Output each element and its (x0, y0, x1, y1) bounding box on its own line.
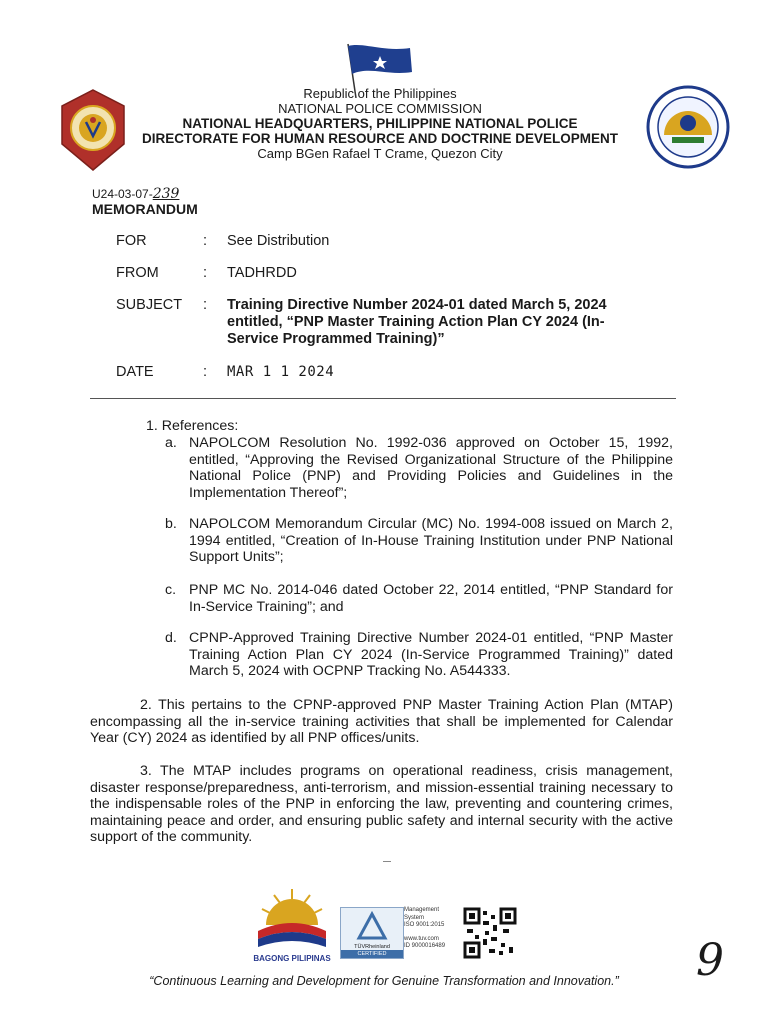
for-label: FOR (116, 233, 147, 249)
reference-letter: a. (165, 435, 177, 451)
paragraph-3: 3. The MTAP includes programs on operational readiness, crisis management, disaster response/preparedness, anti-terrorism, and mission-essential training necessary to the indispensable roles of the PNP in enforcing the law, preventing and countering crimes, maintaining peace and order, and ensuring public safety and internal security with the active support of the community. (90, 763, 673, 845)
letterhead-commission: NATIONAL POLICE COMMISSION (278, 101, 482, 116)
reference-text: CPNP-Approved Training Directive Number 2024-01 entitled, “PNP Master Training Action Plan CY 2024 (In-Service Programmed Training)” dated March 5, 2024 with OCPNP Tracking No. A544333. (189, 630, 673, 679)
reference-item (165, 630, 673, 680)
reference-letter: c. (165, 582, 177, 598)
letterhead-hq: NATIONAL HEADQUARTERS, PHILIPPINE NATIONAL POLICE (182, 116, 578, 131)
tuv-name: TÜVRheinland (354, 944, 390, 950)
for-colon: : (203, 233, 208, 249)
iso-line: System (404, 914, 425, 921)
bagong-pilipinas-logo-icon (250, 885, 334, 955)
reference-text: NAPOLCOM Memorandum Circular (MC) No. 1994-008 issued on March 2, 1994 entitled, “Creation of In-House Training Institution under PNP National Support Units”; (189, 516, 673, 565)
letterhead (120, 86, 640, 161)
memo-code-handwritten: 239 (152, 186, 180, 202)
pnp-seal-icon (58, 88, 128, 172)
letterhead-location: Camp BGen Rafael T Crame, Quezon City (257, 146, 503, 161)
iso-info (404, 907, 460, 957)
header-divider (90, 398, 676, 399)
subject-colon: : (203, 297, 208, 313)
memo-title: MEMORANDUM (92, 201, 198, 217)
footer-motto: “Continuous Learning and Development for Genuine Transformation and Innovation.” (149, 974, 619, 988)
memo-code-prefix: U24-03-07- (92, 187, 153, 201)
date-value: MAR 1 1 2024 (227, 364, 335, 380)
dhrdd-seal-icon (642, 85, 734, 169)
date-colon: : (203, 364, 208, 380)
bagong-pilipinas-label: BAGONG PILIPINAS (253, 954, 331, 963)
iso-line: ISO 9001:2015 (404, 922, 445, 928)
letterhead-republic: Republic of the Philippines (303, 86, 457, 101)
references-heading: 1. References: (146, 418, 239, 434)
from-colon: : (203, 265, 208, 281)
subject-value: Training Directive Number 2024-01 dated March 5, 2024 entitled, “PNP Master Training Action Plan CY 2024 (In-Service Programmed Training)” (227, 297, 607, 347)
reference-letter: d. (165, 630, 177, 646)
reference-text: NAPOLCOM Resolution No. 1992-036 approved on October 15, 1992, entitled, “Approving the Revised Organizational Structure of the Philippine National Police (PNP) and Providing Policies and Guidelines in the Implementation Thereof”; (189, 435, 673, 501)
reference-item (165, 516, 673, 566)
iso-url: www.tuv.com (404, 935, 439, 942)
reference-letter: b. (165, 516, 177, 532)
subject-label: SUBJECT (116, 297, 183, 313)
qr-code-icon (463, 907, 517, 959)
reference-text: PNP MC No. 2014-046 dated October 22, 2014 entitled, “PNP Standard for In-Service Training”; and (189, 582, 673, 615)
for-value: See Distribution (227, 233, 330, 249)
letterhead-directorate: DIRECTORATE FOR HUMAN RESOURCE AND DOCTRINE DEVELOPMENT (141, 131, 618, 146)
iso-line: Management (404, 907, 440, 913)
reference-item (165, 435, 673, 501)
memo-code (92, 186, 179, 202)
tuv-certified-badge (340, 907, 404, 959)
scan-mark (383, 861, 391, 862)
handwritten-page-number: 9 (696, 935, 724, 986)
tuv-triangle-icon (341, 910, 403, 942)
tuv-certified-label: CERTIFIED (341, 950, 403, 958)
paragraph-2: 2. This pertains to the CPNP-approved PNP Master Training Action Plan (MTAP) encompassing all the in-service training activities that shall be implemented for Calendar Year (CY) 2024 as identified by all PNP offices/units. (90, 697, 673, 746)
from-label: FROM (116, 265, 159, 281)
from-value: TADHRDD (227, 265, 297, 281)
date-label: DATE (116, 364, 154, 380)
iso-id: ID 9000016489 (404, 943, 446, 949)
reference-item (165, 582, 673, 615)
